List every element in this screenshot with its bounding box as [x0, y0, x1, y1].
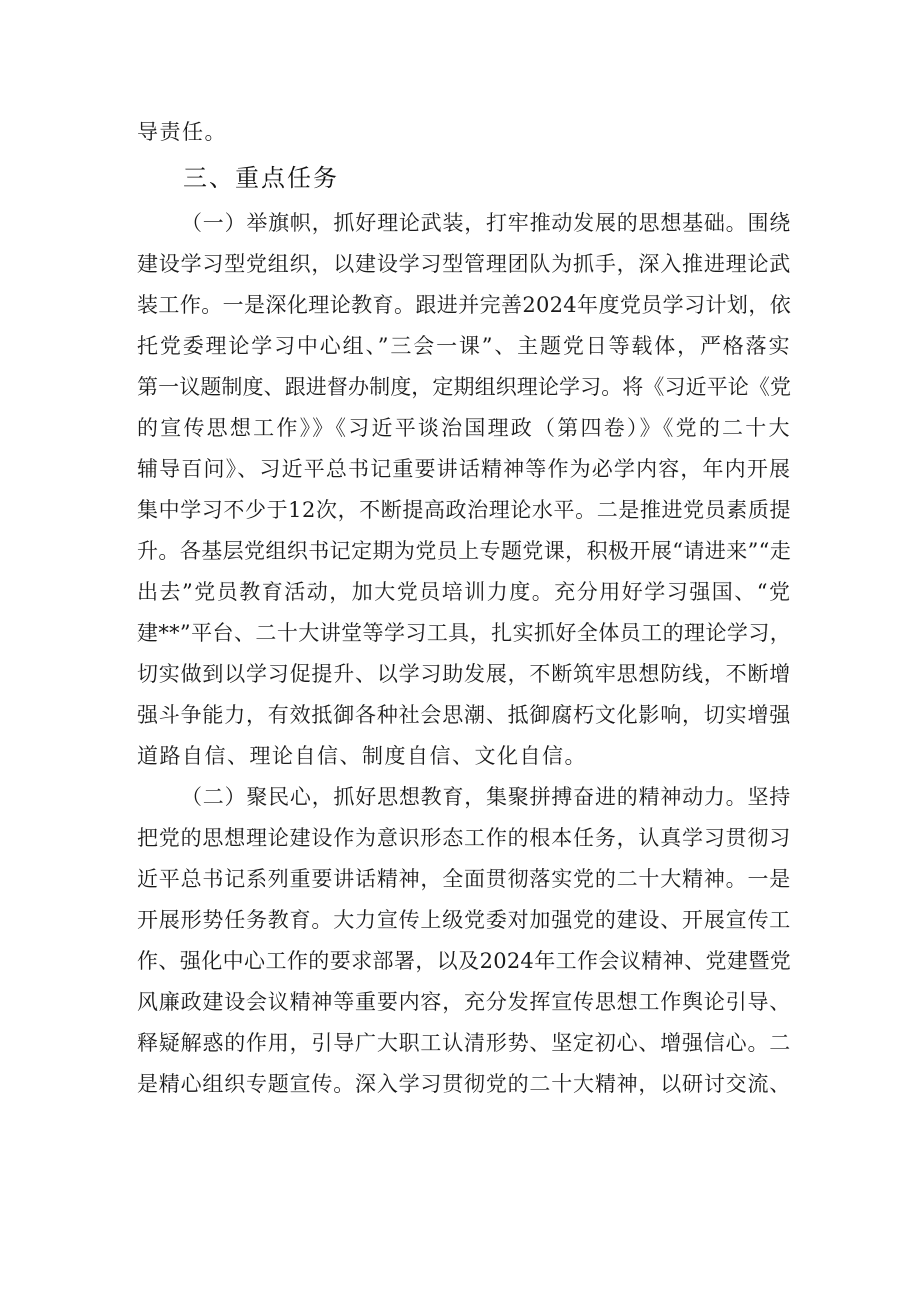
- paragraph-line: 近平总书记系列重要讲话精神，全面贯彻落实党的二十大精神。一是: [137, 867, 791, 891]
- paragraph-line: （一）举旗帜，抓好理论武装，打牢推动发展的思想基础。围绕: [181, 211, 791, 235]
- intro-tail-line: 导责任。: [137, 120, 227, 144]
- paragraph-line: 开展形势任务教育。大力宣传上级党委对加强党的建设、开展宣传工: [137, 908, 791, 932]
- paragraph-line: 托党委理论学习中心组、”三会一课”、主题党日等载体，严格落实: [137, 334, 791, 358]
- paragraph-line: 风廉政建设会议精神等重要内容，充分发挥宣传思想工作舆论引导、: [137, 990, 791, 1014]
- paragraph-line: 的宣传思想工作》》《习近平谈治国理政（第四卷）》《党的二十大: [137, 416, 791, 440]
- paragraph-line: 建**”平台、二十大讲堂等学习工具，扎实抓好全体员工的理论学习，: [137, 621, 791, 645]
- paragraph-line: 出去”党员教育活动，加大党员培训力度。充分用好学习强国、“党: [137, 580, 792, 604]
- paragraph-1: [137, 203, 791, 777]
- paragraph-line: （二）聚民心，抓好思想教育，集聚拼搏奋进的精神动力。坚持: [181, 785, 791, 809]
- paragraph-line: 是精心组织专题宣传。深入学习贯彻党的二十大精神，以研讨交流、: [137, 1072, 791, 1096]
- paragraph-line: 辅导百问》、习近平总书记重要讲话精神等作为必学内容，年内开展: [137, 457, 791, 481]
- paragraph-line: 建设学习型党组织，以建设学习型管理团队为抓手，深入推进理论武: [137, 252, 791, 276]
- paragraph-line: 释疑解惑的作用，引导广大职工认清形势、坚定初心、增强信心。二: [137, 1031, 791, 1055]
- document-body: [137, 112, 791, 1105]
- paragraph-line: 作、强化中心工作的要求部署，以及2024年工作会议精神、党建暨党: [137, 949, 791, 973]
- paragraph-line: 强斗争能力，有效抵御各种社会思潮、抵御腐朽文化影响，切实增强: [137, 703, 791, 727]
- paragraph-line: 切实做到以学习促提升、以学习助发展，不断筑牢思想防线，不断增: [137, 662, 791, 686]
- paragraph-line: 道路自信、理论自信、制度自信、文化自信。: [137, 744, 587, 768]
- paragraph-line: 装工作。一是深化理论教育。跟进并完善2024年度党员学习计划，依: [137, 293, 791, 317]
- paragraph-2: [137, 777, 791, 1105]
- section-heading: 三、重点任务: [183, 164, 339, 192]
- paragraph-line: 把党的思想理论建设作为意识形态工作的根本任务，认真学习贯彻习: [137, 826, 791, 850]
- paragraph-line: 集中学习不少于12次，不断提高政治理论水平。二是推进党员素质提: [137, 498, 791, 522]
- paragraph-line: 升。各基层党组织书记定期为党员上专题党课，积极开展“请进来”“走: [137, 539, 791, 563]
- paragraph-line: 第一议题制度、跟进督办制度，定期组织理论学习。将《习近平论《党: [137, 375, 791, 399]
